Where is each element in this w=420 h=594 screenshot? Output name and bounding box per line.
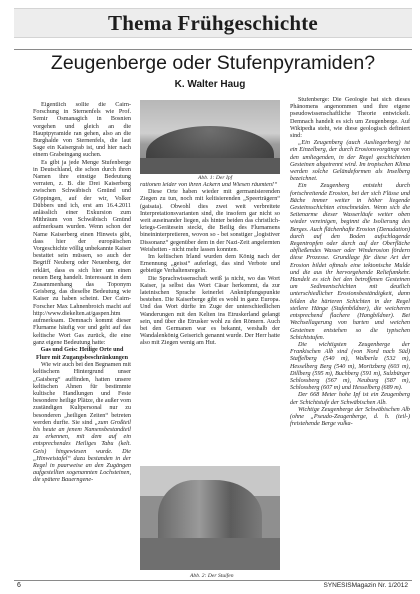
- article-author: K. Walter Haug: [174, 79, 246, 90]
- quote-paragraph: Ein Zeugenberg entsteht durch fortschreitende Erosion, bei der sich Flüsse und Bäche immer weiter in höher liegende Gesteinsschichten einschneiden. Wenn sich die Seitenarme dieser Wasserläufe weiter oben wieder vereinigen, beginnt die Isolierung des Berges. Auch flächenhafte Erosion (Denudation) durch auf den Boden aufschlagende Regentropfen oder durch auf der Oberfläche abfließendes Wasser oder Winderosion fördern diese Prozesse. Grundlage für diese Art der Erosion bildet oftmals eine tektonische Mulde und die aus ihr hervorgehende Reliefumkehr. Handelt es sich bei den betroffenen Gesteinen um Sedimentschichten mit deutlich unterschiedlicher Erosionsbeständigkeit, dann bilden die härteren Schichten in der Regel steilere Hänge (Stufenbildner), die weicheren entsprechend flachere (Hangbildner). Bei Wechsellagerung von harten und weichen Gesteinen entstehen so die typischen Schichtstufen.: [290, 183, 410, 341]
- quote-text: rationen leider von ihren Äckern und Wiesen räumten!“: [140, 182, 278, 188]
- section-title: Thema Frühgeschichte: [108, 11, 318, 35]
- paragraph-text: Wie wir auch bei den Begnamen mit keltischem Hintergrund unser „Gaisberg“ auffinden, hatten unsere keltischen Ahnen für bestimmte kultische Handlungen und Feste besondere heilige Plätze, die außer vom zuständigen Kultpersonal nur zu besonderen „heiligen Zeiten“ betreten werden durfte. Sie sind: [33, 362, 131, 426]
- paragraph: [33, 362, 131, 484]
- subheading: Gas und Geis: Heilige Orte und Flure mit Zugangsbeschränkungen: [35, 346, 128, 361]
- paragraph: Stufenberge: Die Geologie hat sich dieses Phänomens angenommen und ihre eigene pseudowissenschaftliche Theorie entwickelt. Demnach handelt es sich um Zeugenberge. Auf Wikipedia steht, wie diese geologisch definiert sind:: [290, 97, 410, 140]
- footer-rule: [14, 580, 412, 581]
- quote-paragraph: Der 668 Meter hohe Ipf ist ein Zeugenberg der Schichtstufe der Schwäbischen Alb.: [290, 392, 410, 406]
- photo-ipf: [140, 100, 280, 174]
- page-number: 6: [17, 582, 21, 589]
- quote-text: „zum Großteil bis heute an jenem Namensbestandteil zu erkennen, mit dem auf ein entsprechendes Heiliges Tabu (kelt. Geis) hingewiesen wurde. Die „Hinweistafel“ dazu bestanden in der Regel in paarweise an den Zugängen aufgestellten sogenannten Lochsteinen, die spätere Bauerngene-: [33, 419, 131, 484]
- quote-paragraph: Die wichtigsten Zeugenberge der Frankischen Alb sind (von Nord nach Süd) Staffelberg (540 m), Walberla (532 m), Hesselberg Berg (540 m), Moritzberg (603 m), Dillberg (595 m), Buchberg (591 m), Sulzbürger Schlossberg (567 m), Neuburg (587 m), Schlossberg (607 m) und Hesselberg (689 m).: [290, 341, 410, 392]
- paragraph: Diese Orte haben wieder mit germanisierenden Ziegen zu tun, noch mit keltisierenden „Speerträgern“ (gaisata). Obwohl dies zwei weit verbreitete Interpretationsvarianten sind, die insofern gar nicht so weit auseinander liegen, als hinter beiden das christlich-kriegs-Gerätesein steckt, die Beilig des Flurnamens bineininterpretieren, wovon so - bei sonstiger „logistiver Dissonanz“ gegenüber dem in der Nazi-Zeit angelernten Weisheiten - nicht mehr lassen konnten.: [140, 189, 280, 253]
- section-header: [14, 8, 412, 38]
- photo-stuifen: [140, 466, 280, 570]
- text-column-1: [33, 102, 131, 582]
- paragraph: Die Sprachwissenschaft weiß ja nicht, wo das Wort Kaiser, ja selbst das Wort Cäsar herkommt, da zur lateinischen Sprache keinerlei Anknüpfungspunkte bestehen. Die Kaiserberge gibt es wohl in ganz Europa. Und das Wort dürfte im Zuge der unterschiedlichen Wanderungen mit den Kelten ins Etruskerland gelangt sein, und über die Etrusker wohl zu den Römern. Auch bei den Germanen war es bekannt, weshalb der Wandalenkönig Geiserich genannt wurde. Der Herr hatte also mit Ziegen wenig am Hut.: [140, 275, 280, 347]
- magazine-issue: SYNESISMagazin Nr. 1/2012: [323, 582, 408, 589]
- grass-shape: [140, 538, 280, 570]
- quote-paragraph: Wichtige Zeugenberge der Schwäbischen Alb (ohne „Pseudo-Zeugenberge, d. h. (teil-) freistehende Berge vulka-: [290, 406, 410, 428]
- paragraph: Im keltischen Irland wurden dem König nach der Ernennung „geissi“ auferlegt, das sind Verbote und gebietige Verhaltensregeln.: [140, 254, 280, 275]
- caption-figure-2: Abb. 2: Der Stuifen: [190, 573, 234, 579]
- caption-figure-1: Abb. 1: Der Ipf: [198, 175, 233, 181]
- text-column-2: [140, 182, 280, 462]
- paragraph: Eigentlich sollte die Cairn-Forschung in Sternenfels wie Prof. Semir Osmanagich in Bosnien vorgehen und gleich an die Hauptpyramide ran gehen, also an die Burghalde von Sternenfels, die laut Sage ein Kaisergrab ist, und hier nach einem Grabeingang suchen.: [33, 102, 131, 159]
- text-column-3: [290, 97, 410, 587]
- quote-paragraph: „Ein Zeugenberg (auch Ausliegerberg) ist ein Einzelberg, der durch Erosionsvorgänge von den umliegenden, in der Regel geschichteten Gesteinen abgetrennt wird. Im tropischen Klima werden solche Geländeformen als Inselberg bezeichnet.: [290, 140, 410, 183]
- cliff-shape: [158, 480, 262, 540]
- paragraph: Es gibt ja jede Menge Stufenberge in Deutschland, die schon durch ihren Namen ihre einstige Bedeutung verraten, z. B. die Drei Kaiserberg zwischen Schwäbisch Gmünd und Göppingen, auf der wir, Volker Dübbers und ich, erst am 16.4.2011 anlässlich einer Exkursion zum Mithräum von Schwäbisch Gmünd aufmerksam wurden. Wenn schon der Name Kaiserberg einen Hinweis gibt, dass hier der europäischen Vorgeschichte völlig unbekannte Kaiser bestattet sein müssen, so auch der Begriff Neuberg oder Neuenberg, der erklärt, dass es sich hier um einen neuen Berg handelt. Interessant in dem Zusammenhang das Toponym Geisberg, das dieselbe Bedeutung wie Kaiser zu haben scheint. Der Cairn-Forscher Max Lahnenbroich macht auf http://www.diekelten.at/gaspen.htm aufmerksam. Demnach kommt dieser Flurname häufig vor und geht auf das keltische Wort Gas zurück, die eine ganz eigene Bedeutung hatte:: [33, 159, 131, 346]
- ground-shape: [140, 158, 280, 174]
- article-title: Zeugenberge oder Stufenpyramiden?: [50, 52, 376, 74]
